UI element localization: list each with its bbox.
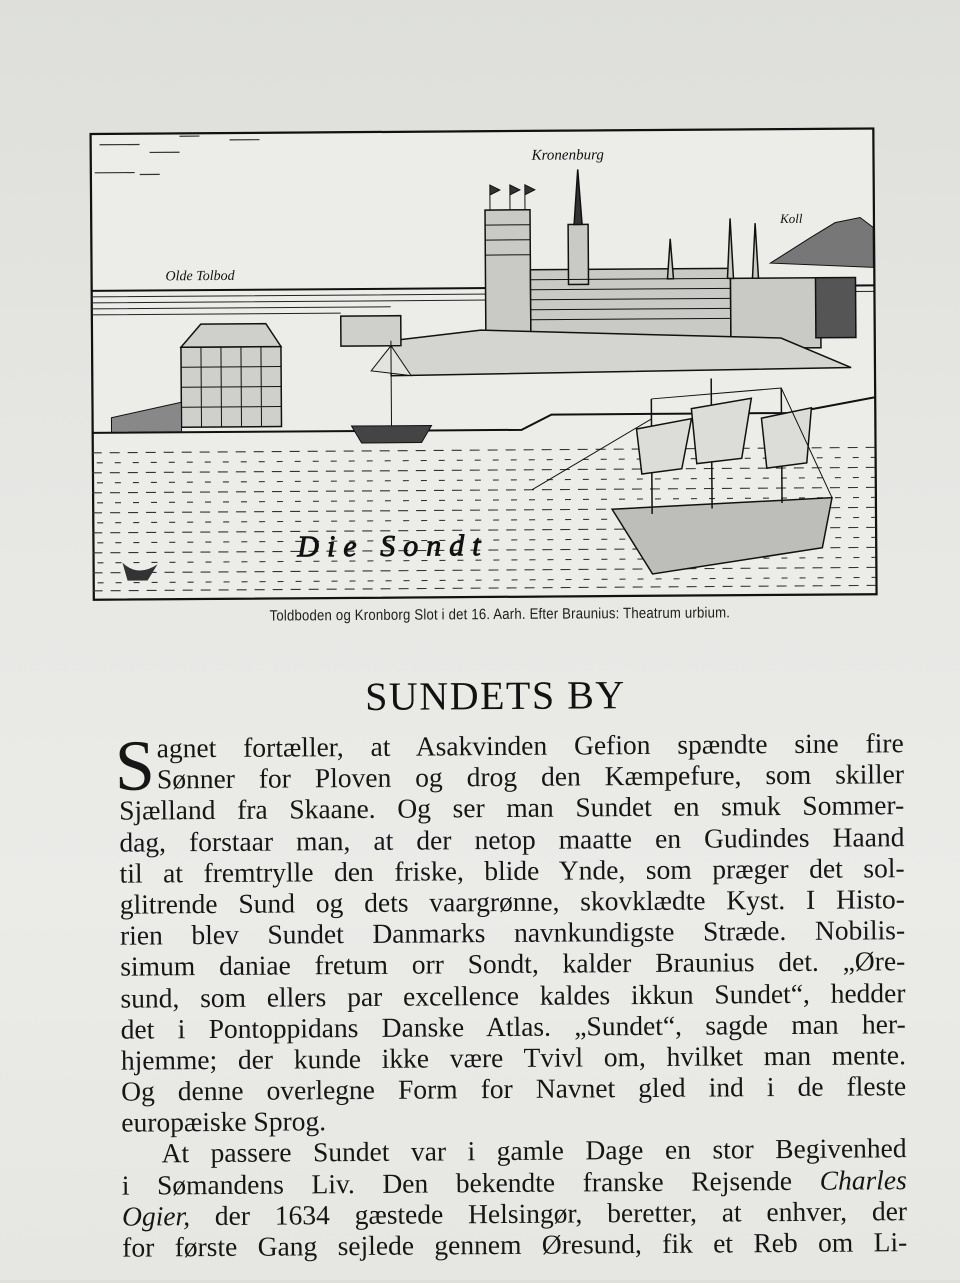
text-line: det i Pontoppidans Danske Atlas. „Sundet“, sagde man her- — [120, 1007, 906, 1045]
text-line: At passere Sundet var i gamle Dage en stor Begivenhed — [161, 1132, 907, 1169]
text-line: Sønner for Ploven og drog den Kæmpefure, som skiller — [156, 758, 905, 795]
italic-name: Charles — [819, 1163, 907, 1196]
label-koll: Koll — [780, 210, 803, 227]
text-line: Og denne overlegne Form for Navnet gled ind i de fleste — [121, 1070, 907, 1107]
label-kronenburg: Kronenburg — [531, 147, 604, 164]
body-text — [114, 725, 908, 1263]
text-line: rien blev Sundet Danmarks navnkundigste Stræde. Nobilis- — [119, 914, 906, 951]
text-segment: i Sømandens Liv. Den bekendte franske Rejsende — [121, 1164, 793, 1201]
text-line: glitrende Sund og dets vaargrønne, skovklædte Kyst. I Histo- — [119, 883, 905, 920]
text-line: hjemme; der kunde ikke være Tvivl om, hvilket man mente. — [120, 1039, 907, 1076]
engraving-illustration — [89, 127, 877, 600]
illustration-caption: Toldboden og Kronborg Slot i det 16. Aarh. Efter Braunius: Theatrum urbium. — [269, 604, 731, 625]
kronborg-engraving — [89, 127, 877, 600]
text-line: til at fremtrylle den friske, blide Ynde, som præger det sol- — [119, 851, 905, 889]
text-line: europæiske Sprog. — [121, 1105, 327, 1138]
text-line: for første Gang sejlede gennem Øresund, fik et Reb om Li- — [122, 1226, 908, 1263]
italic-name: Ogier, — [121, 1199, 191, 1232]
text-segment: der 1634 gæstede Helsingør, beretter, at enhver, der — [214, 1194, 908, 1231]
label-die-sondt: Die Sondt — [297, 529, 489, 564]
chapter-title: SUNDETS BY — [364, 672, 626, 719]
text-line: agnet fortæller, at Asakvinden Gefion spændte sine fire — [156, 727, 904, 764]
text-line: simum daniae fretum orr Sondt, kalder Braunius det. „Øre- — [120, 945, 906, 982]
text-line: dag, forstaar man, at der netop maatte en Gudindes Haand — [119, 820, 905, 858]
label-olde-tolbod: Olde Tolbod — [165, 268, 235, 285]
drop-cap: S — [114, 725, 156, 806]
text-line: Sjælland fra Skaane. Og ser man Sundet en smuk Sommer- — [119, 789, 905, 827]
text-line: sund, som ellers par excellence kaldes ikkun Sundet“, hedder — [120, 976, 906, 1014]
